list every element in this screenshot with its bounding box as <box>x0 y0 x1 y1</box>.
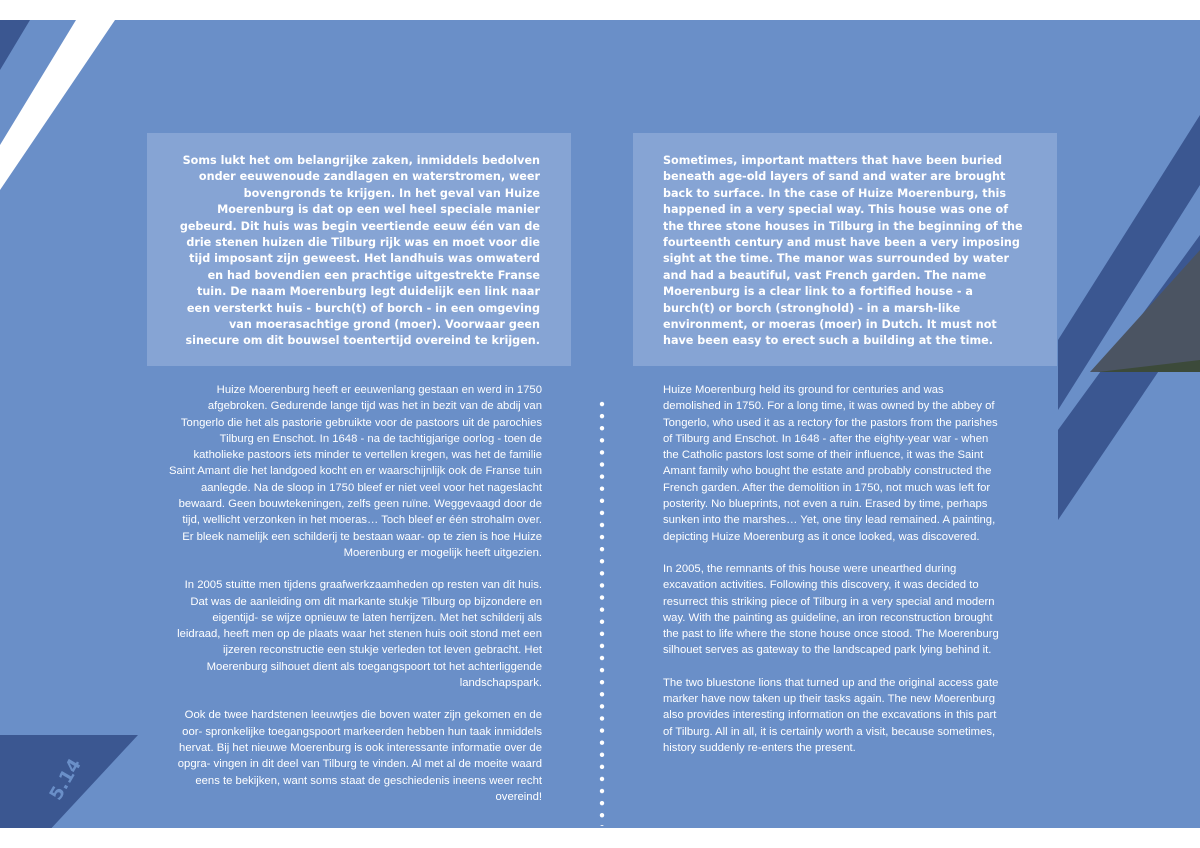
intro-text-english: Sometimes, important matters that have been buried beneath age-old layers of sand and water are brought back to surface. In the case of Huize Moerenburg, this happened in a very special way. This house was one of the three stone houses in Tilburg in the beginning of the fourteenth century and must have been a very imposing sight at the time. The manor was surrounded by water and had a beautiful, vast French garden. The name Moerenburg is a clear link to a fortified house - a burch(t) or borch (stronghold) - in a marsh-like environment, or moeras (moer) in Dutch. It must not have been easy to erect such a building at the time. <box>663 154 1023 348</box>
paragraph-english-1: Huize Moerenburg held its ground for centuries and was demolished in 1750. For a long time, it was owned by the abbey of Tongerlo, who used it as a rectory for the pastors from the parishes of Tilburg and Enschot. In 1648 - after the eighty-year war - when the Catholic pastors lost some of their influence, it was the Saint Amant family who bought the estate and probably constructed the French garden. After the demolition in 1750, not much was left for posterity. No blueprints, not even a ruin. Erased by time, perhaps sunken into the marshes… Yet, one tiny lead remained. A painting, depicting Huize Moerenburg as it once looked, was discovered. <box>663 384 998 543</box>
paragraph-dutch-1: Huize Moerenburg heeft er eeuwenlang gestaan en werd in 1750 afgebroken. Gedurende lange tijd was het in bezit van de abdij van Tongerlo die het als pastorie gebruikte voor de pastoors uit de parochies Tilburg en Enschot. In 1648 - na de tachtigjarige oorlog - toen de katholieke pastoors iets minder te vertellen kregen, was het de familie Saint Amant die het landgoed kocht en er waarschijnlijk ook de Franse tuin aanlegde. Na de sloop in 1750 bleef er niet veel voor het nageslacht bewaard. Geen bouwtekeningen, zelfs geen ruïne. Weggevaagd door de tijd, wellicht verzonken in het moeras… Toch bleef er één strohalm over. Er bleek namelijk een schilderij te bestaan waar- op te zien is hoe Huize Moerenburg er mogelijk heeft uitgezien. <box>168 384 542 559</box>
body-column-dutch <box>168 382 542 821</box>
intro-panel-english <box>633 133 1057 366</box>
body-column-english <box>663 382 1003 772</box>
bottom-white-strip <box>0 828 1200 848</box>
paragraph-dutch-2: In 2005 stuitte men tijdens graafwerkzaamheden op resten van dit huis. Dat was de aanleiding om dit markante stukje Tilburg op bijzondere en eigentijd- se wijze opnieuw te laten herrijzen. Met het schilderij als leidraad, heeft men op de plaats waar het stenen huis ooit stond met een ijzeren reconstructie een stukje verleden tot leven gebracht. Het Moerenburg silhouet dient als toegangspoort tot het achterliggende landschapspark. <box>177 579 542 690</box>
dotted-divider <box>599 398 605 826</box>
top-left-dark-corner <box>0 20 30 70</box>
white-diagonal-stripe <box>0 20 115 190</box>
intro-panel-dutch <box>147 133 571 366</box>
page-number: 5.14 <box>45 755 86 805</box>
paragraph-english-3: The two bluestone lions that turned up and the original access gate marker have now taken up their tasks again. The new Moerenburg also provides interesting information on the excavations in this part of Tilburg. All in all, it is certainly worth a visit, because sometimes, history suddenly re-enters the present. <box>663 676 999 754</box>
paragraph-dutch-3: Ook de twee hardstenen leeuwtjes die boven water zijn gekomen en de oor- spronkelijke toegangspoort markeerden hebben hun taak inmiddels hervat. Bij het nieuwe Moerenburg is ook interessante informatie over de opgra- vingen in dit deel van Tilburg te vinden. Al met al de moeite waard eens te bekijken, want soms staat de geschiedenis ineens weer recht overeind! <box>177 709 542 803</box>
intro-text-dutch: Soms lukt het om belangrijke zaken, inmiddels bedolven onder eeuwenoude zandlagen en waterstromen, weer bovengronds te krijgen. In het geval van Huize Moerenburg is dat op een wel heel speciale manier gebeurd. Dit huis was begin veertiende eeuw één van de drie stenen huizen die Tilburg rijk was en moet voor die tijd imposant zijn geweest. Het landhuis was omwaterd en had bovendien een prachtige uitgestrekte Franse tuin. De naam Moerenburg legt duidelijk een link naar een versterkt huis - burch(t) of borch - in een omgeving van moerasachtige grond (moer). Voorwaar geen sinecure om dit bouwsel toentertijd overeind te krijgen. <box>179 154 540 348</box>
paragraph-english-2: In 2005, the remnants of this house were unearthed during excavation activities. Following this discovery, it was decided to resurrect this striking piece of Tilburg in a very special and modern way. With the painting as guideline, an iron reconstruction brought the past to life where the stone house once stood. The Moerenburg silhouet serves as gateway to the landscaped park lying behind it. <box>663 562 999 657</box>
